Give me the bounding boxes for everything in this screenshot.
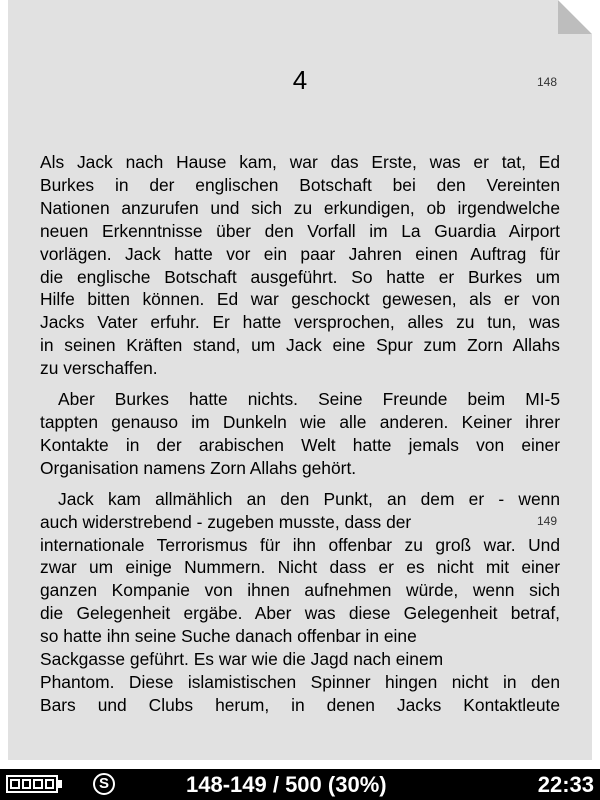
text-line: ganzen Kompanie von ihnen aufnehmen würde, wenn sich bbox=[40, 580, 560, 601]
paragraph-3 bbox=[40, 488, 560, 717]
battery-cell bbox=[22, 779, 32, 789]
text-line: Jacks Vater erfuhr. Er hatte versprochen, alles zu tun, was bbox=[40, 312, 560, 333]
text-line: Hilfe bitten können. Ed war geschockt gewesen, als er von bbox=[40, 289, 560, 310]
clock: 22:33 bbox=[537, 772, 594, 797]
text-line: auch widerstrebend - zugeben musste, dass der bbox=[40, 511, 412, 532]
paragraph-2 bbox=[40, 388, 560, 480]
sync-icon[interactable]: S bbox=[93, 773, 115, 795]
status-bar bbox=[0, 769, 600, 800]
text-line: neuen Erkenntnisse über den Vorfall im La Guardia Airport bbox=[40, 220, 560, 241]
text-line: die Gelegenheit ergäbe. Aber was diese Gelegenheit betraf, bbox=[40, 603, 560, 624]
battery-tip bbox=[58, 780, 62, 788]
text-line: zu verschaffen. bbox=[40, 358, 158, 379]
text-line: Jack kam allmählich an den Punkt, an dem er - wenn bbox=[58, 488, 560, 509]
battery-cell bbox=[10, 779, 20, 789]
text-line: Sackgasse geführt. Es war wie die Jagd nach einem bbox=[40, 649, 444, 670]
text-line: vorlägen. Jack hatte vor ein paar Jahren einen Auftrag für bbox=[40, 243, 560, 264]
text-line: in seinen Kräften stand, um Jack eine Spur zum Zorn Allahs bbox=[40, 335, 560, 356]
page-fold-mask bbox=[558, 0, 592, 34]
page-marker-149: 149 bbox=[537, 514, 558, 528]
text-line: Als Jack nach Hause kam, war das Erste, was er tat, Ed bbox=[40, 152, 560, 172]
text-line: Kontakte in der arabischen Welt hatte jemals von einer bbox=[40, 434, 560, 455]
reading-progress[interactable]: 148-149 / 500 (30%) bbox=[186, 772, 387, 797]
paragraph-1 bbox=[40, 151, 560, 380]
text-line: Nationen anzurufen und sich zu erkundigen, ob irgendwelche bbox=[40, 197, 560, 218]
text-line: zwar um einige Nummern. Nicht dass er es nicht mit einer bbox=[40, 557, 560, 578]
battery-cell bbox=[45, 779, 55, 789]
battery-icon bbox=[6, 775, 58, 793]
chapter-number: 4 bbox=[292, 65, 308, 95]
text-line: Phantom. Diese islamistischen Spinner hingen nicht in den bbox=[40, 671, 560, 692]
text-line: die englische Botschaft ausgeführt. So hatte er Burkes um bbox=[40, 266, 560, 287]
text-line: so hatte ihn seine Suche danach offenbar in eine bbox=[40, 626, 417, 647]
battery-cell bbox=[33, 779, 43, 789]
text-line: Organisation namens Zorn Allahs gehört. bbox=[40, 457, 357, 478]
page-marker-148: 148 bbox=[537, 75, 558, 89]
text-line: Aber Burkes hatte nichts. Seine Freunde beim MI-5 bbox=[58, 389, 560, 410]
text-line: Bars und Clubs herum, in denen Jacks Kontaktleute bbox=[40, 694, 560, 715]
book-text bbox=[40, 151, 560, 725]
text-line: tappten genauso im Dunkeln wie alle anderen. Keiner ihrer bbox=[40, 411, 560, 432]
text-line: Burkes in der englischen Botschaft bei den Vereinten bbox=[40, 174, 560, 195]
text-line: internationale Terrorismus für ihn offenbar zu groß war. Und bbox=[40, 534, 560, 555]
